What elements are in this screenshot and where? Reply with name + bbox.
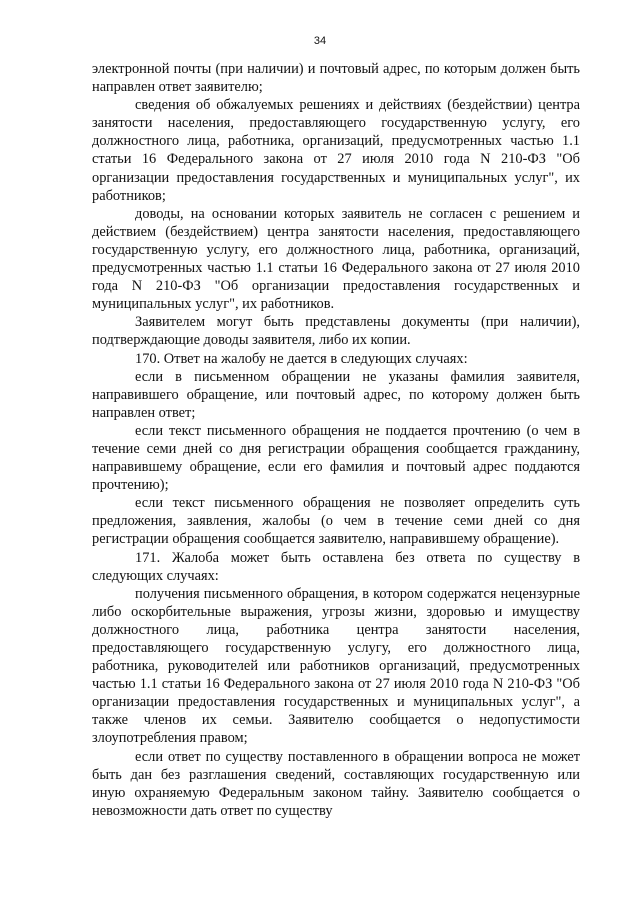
paragraph: Заявителем могут быть представлены документы (при наличии), подтверждающие доводы заявителя, либо их копии. (92, 314, 580, 349)
page-number: 34 (313, 35, 327, 47)
paragraph: если ответ по существу поставленного в обращении вопроса не может быть дан без разглашения сведений, составляющих государственную или иную охраняемую Федеральным законом тайну. Заявителю сообщается о невозможности дать ответ по существу (92, 748, 580, 819)
clause-170: 170. Ответ на жалобу не дается в следующих случаях: (135, 350, 468, 367)
paragraph: если текст письменного обращения не позволяет определить суть предложения, заявления, жалобы (о чем в течение семи дней со дня регистрации обращения сообщается заявителю, направившему обращение). (92, 495, 580, 548)
paragraph: получения письменного обращения, в котором содержатся нецензурные либо оскорбительные выражения, угрозы жизни, здоровью и имуществу должностного лица, работника центра занятости населения, предоставляющего государственную услугу, его должностного лица, работника, руководителей или работников организаций, предусмотренных частью 1.1 статьи 16 Федерального закона от 27 июля 2010 года N 210-ФЗ "Об организации предоставления государственных и муниципальных услуг", а также членов их семьи. Заявителю сообщается о недопустимости злоупотребления правом; (92, 585, 580, 747)
clause-171: 171. Жалоба может быть оставлена без ответа по существу в следующих случаях: (92, 549, 580, 584)
paragraph: если текст письменного обращения не поддается прочтению (о чем в течение семи дней со дня регистрации обращения сообщается гражданину, направившему обращение, если его фамилия и почтовый адрес поддаются прочтению); (92, 422, 580, 494)
paragraph: если в письменном обращении не указаны фамилия заявителя, направившего обращение, или почтовый адрес, по которому должен быть направлен ответ; (92, 368, 580, 421)
paragraph: доводы, на основании которых заявитель не согласен с решением и действием (бездействием) центра занятости населения, предоставляющего государственную услугу, его должностного лица, работника, организаций, предусмотренных частью 1.1 статьи 16 Федерального закона от 27 июля 2010 года N 210-ФЗ "Об организации предоставления государственных и муниципальных услуг", их работников. (92, 205, 580, 313)
paragraph: сведения об обжалуемых решениях и действиях (бездействии) центра занятости населения, предоставляющего государственную услугу, его должностного лица, работника, организаций, предусмотренных частью 1.1 статьи 16 Федерального закона от 27 июля 2010 года N 210-ФЗ "Об организации предоставления государственных и муниципальных услуг", их работников; (92, 97, 580, 204)
paragraph-continuation: электронной почты (при наличии) и почтовый адрес, по которым должен быть направлен ответ заявителю; (92, 61, 580, 96)
document-body (92, 60, 580, 820)
